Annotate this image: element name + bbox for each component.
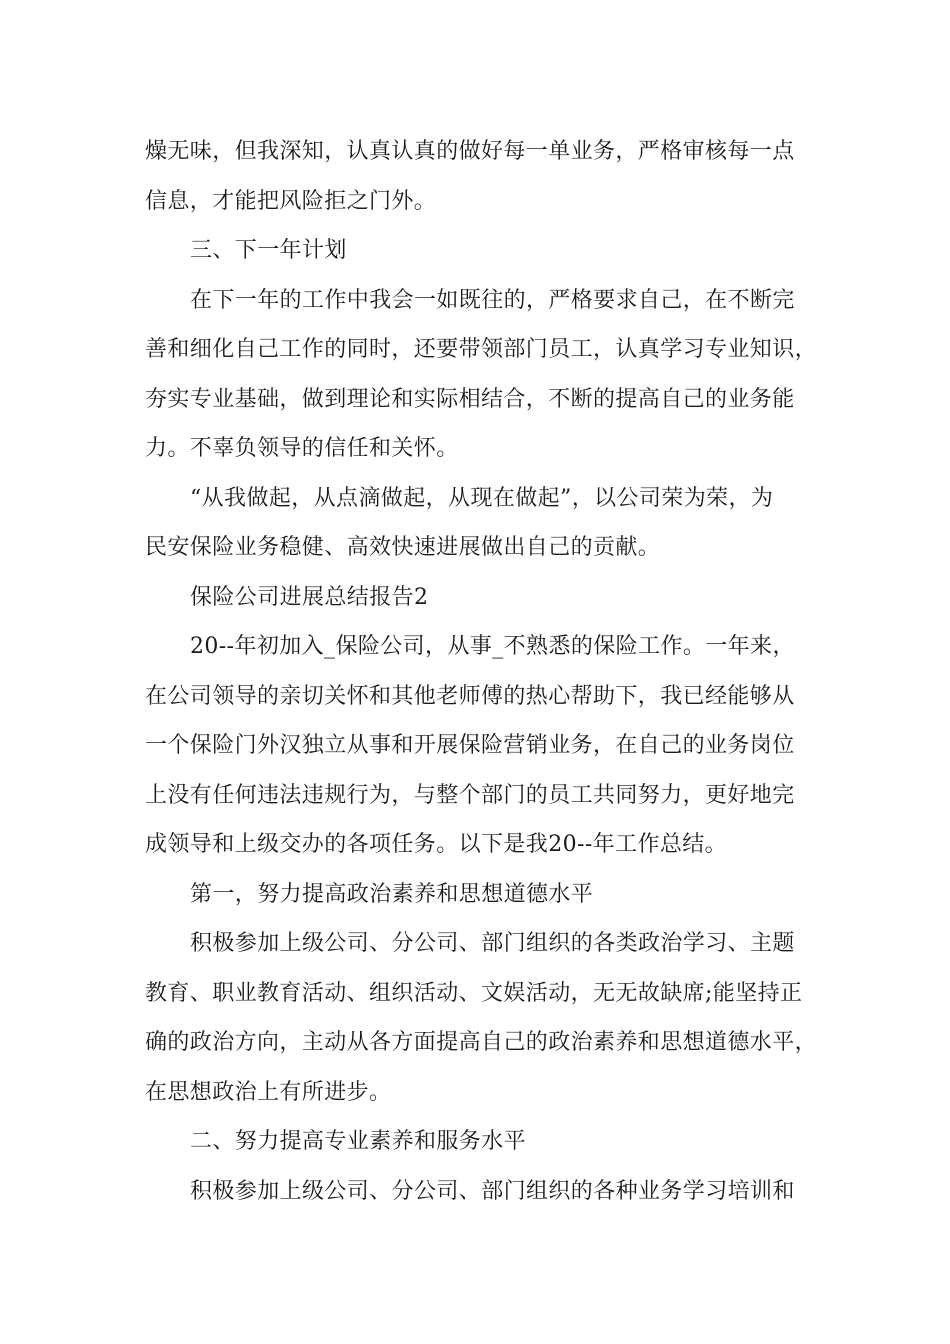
text-line: 成领导和上级交办的各项任务。以下是我20--年工作总结。 — [145, 832, 728, 857]
section-heading: 二、努力提高专业素养和服务水平 — [190, 1129, 527, 1154]
text-line: 一个保险门外汉独立从事和开展保险营销业务，在自己的业务岗位 — [145, 733, 795, 758]
text-line: 上没有任何违法违规行为，与整个部门的员工共同努力，更好地完 — [145, 783, 795, 808]
report-title: 保险公司进展总结报告2 — [190, 585, 429, 610]
text-line: 在公司领导的亲切关怀和其他老师傅的热心帮助下，我已经能够从 — [145, 684, 795, 709]
text-line: 民安保险业务稳健、高效快速进展做出自己的贡献。 — [145, 535, 661, 560]
section-heading: 三、下一年计划 — [190, 238, 347, 263]
section-heading: 第一，努力提高政治素养和思想道德水平 — [190, 882, 594, 907]
text-line: 积极参加上级公司、分公司、部门组织的各种业务学习培训和 — [190, 1179, 795, 1204]
text-line: 力。不辜负领导的信任和关怀。 — [145, 436, 459, 461]
text-line: 教育、职业教育活动、组织活动、文娱活动，无无故缺席;能坚持正 — [145, 981, 803, 1006]
text-line: 在思想政治上有所进步。 — [145, 1080, 392, 1105]
text-line: 在下一年的工作中我会一如既往的，严格要求自己，在不断完 — [190, 288, 795, 313]
text-line: 善和细化自己工作的同时，还要带领部门员工，认真学习专业知识， — [145, 337, 818, 362]
text-line: 积极参加上级公司、分公司、部门组织的各类政治学习、主题 — [190, 931, 795, 956]
text-line: 夯实专业基础，做到理论和实际相结合，不断的提高自己的业务能 — [145, 387, 795, 412]
text-line: “从我做起，从点滴做起，从现在做起”，以公司荣为荣，为 — [190, 486, 774, 511]
text-line: 燥无味，但我深知，认真认真的做好每一单业务，严格审核每一点 — [145, 139, 795, 164]
text-line: 20--年初加入_保险公司，从事_不熟悉的保险工作。一年来， — [190, 634, 795, 659]
text-line: 确的政治方向，主动从各方面提高自己的政治素养和思想道德水平， — [145, 1030, 818, 1055]
text-line: 信息，才能把风险拒之门外。 — [145, 189, 437, 214]
